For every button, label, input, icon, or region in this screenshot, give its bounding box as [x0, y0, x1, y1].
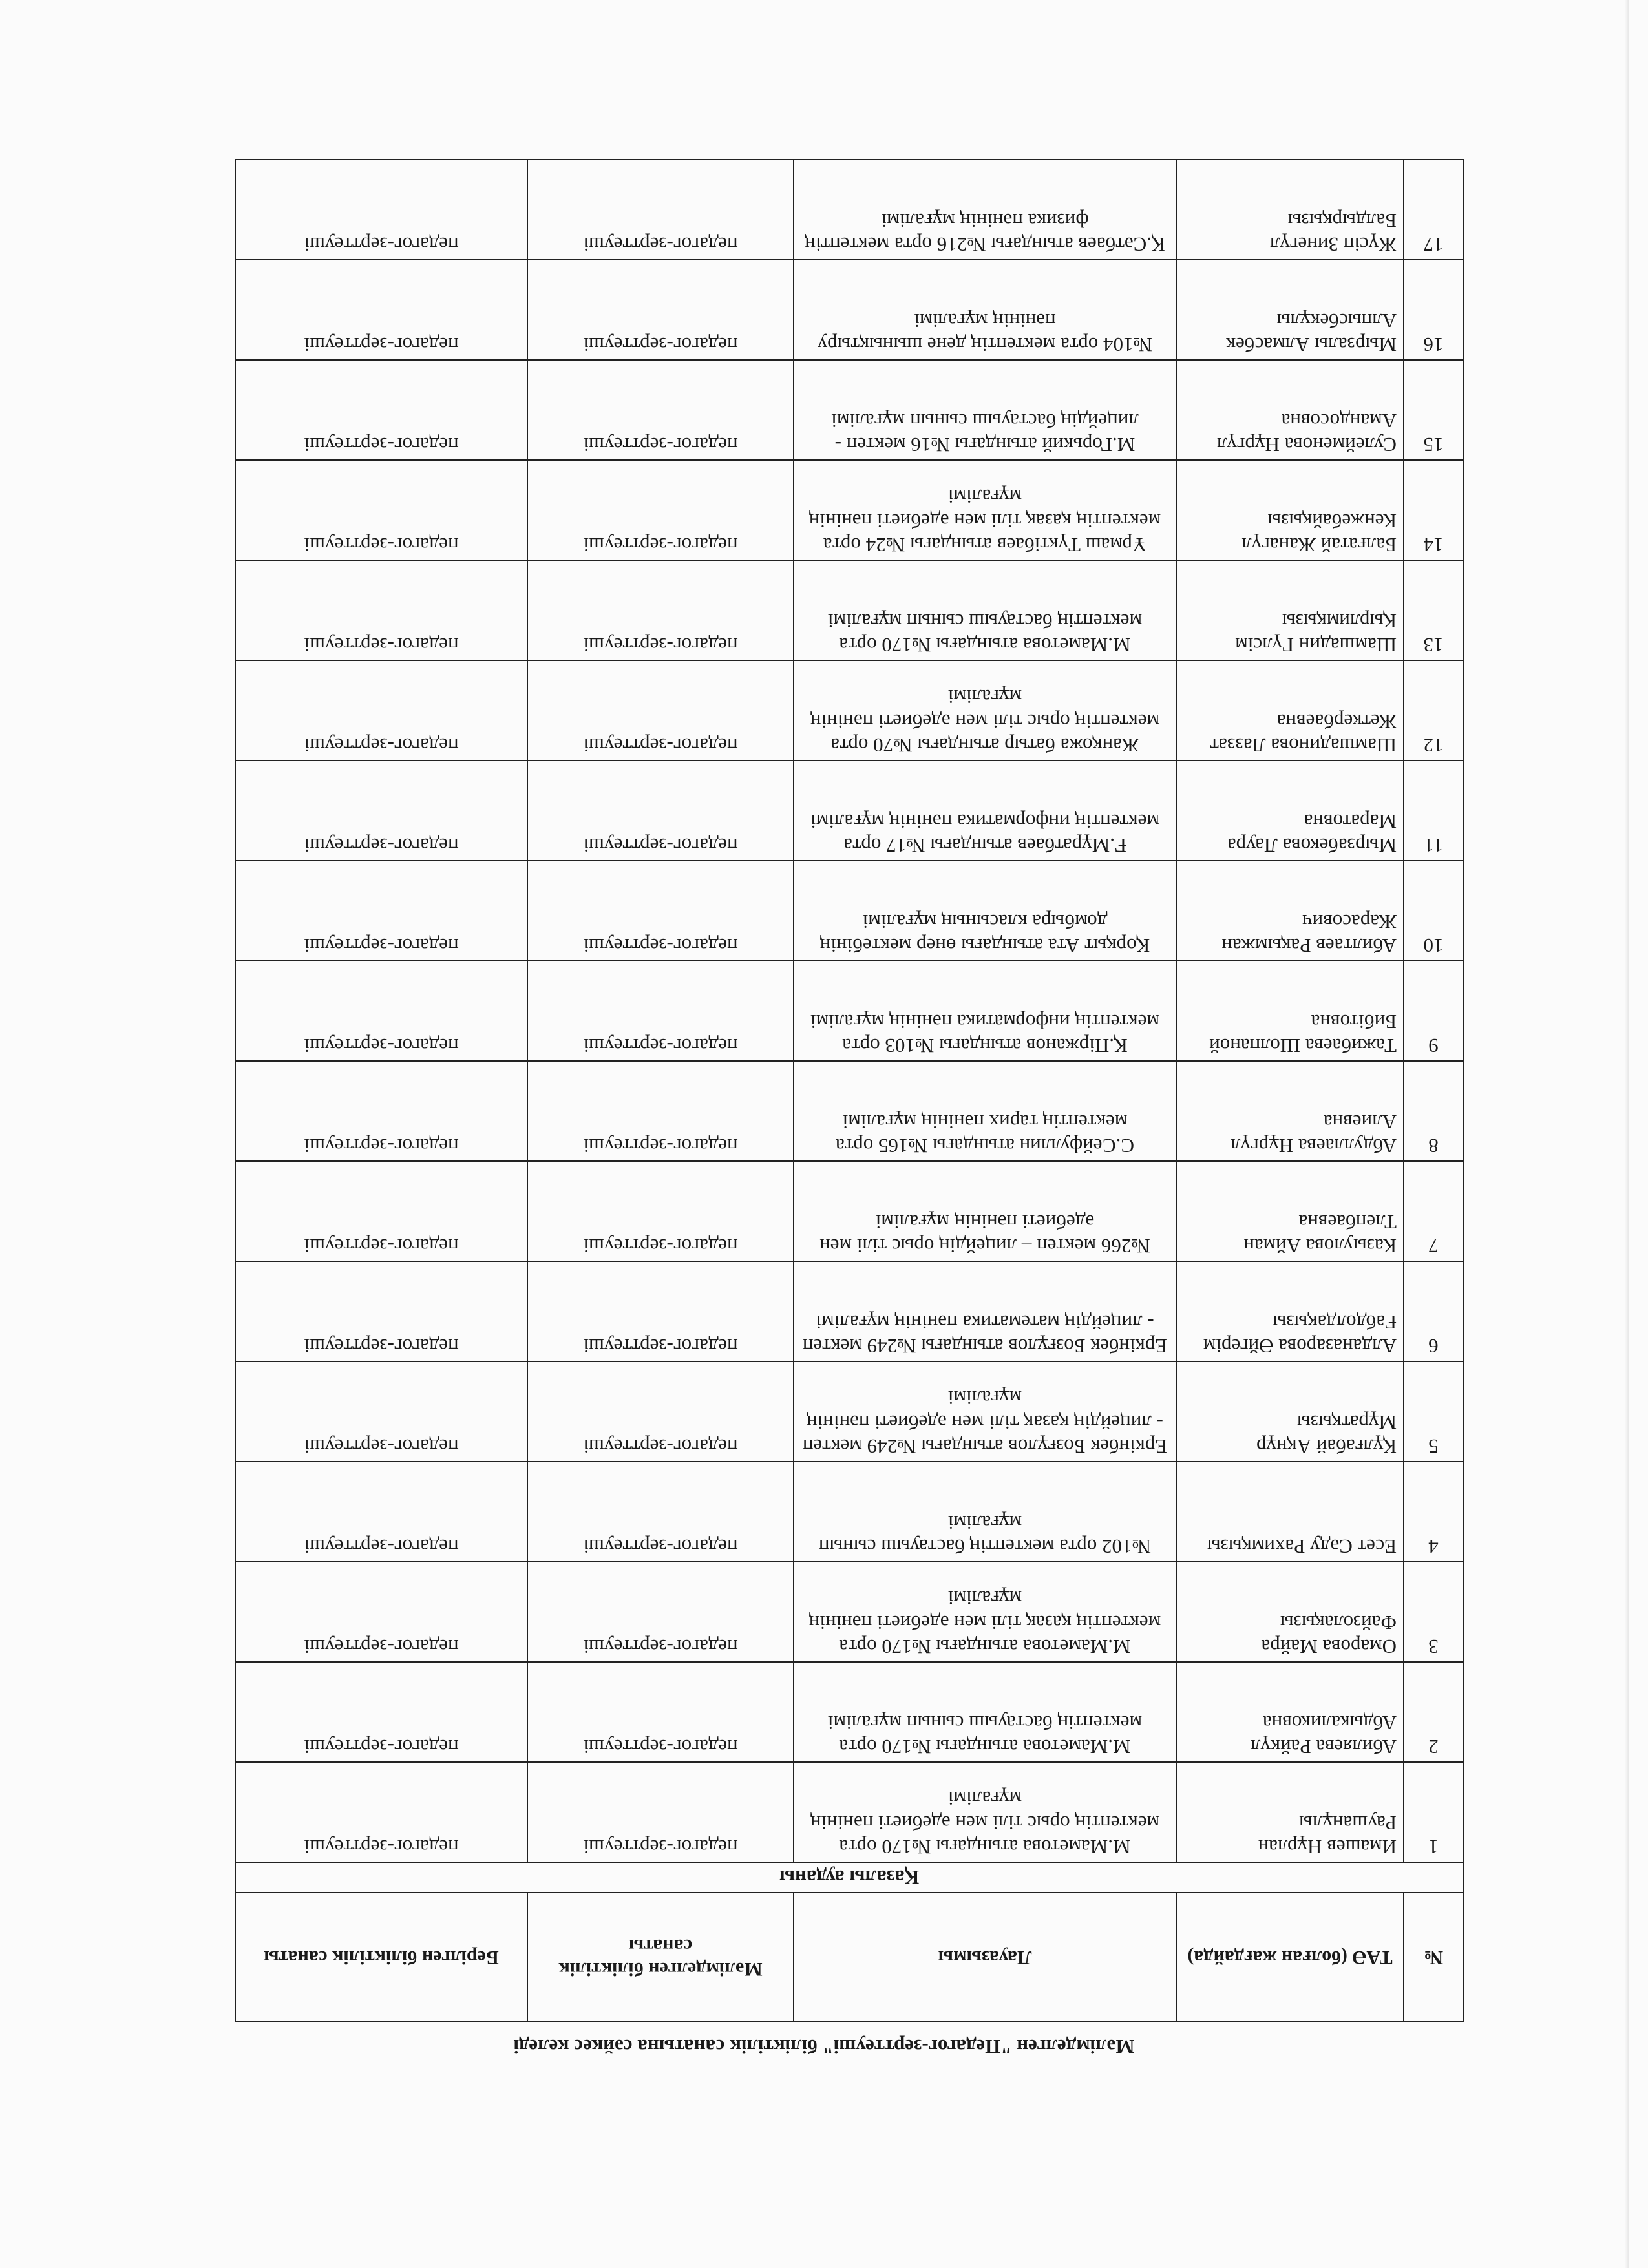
table-row: [235, 360, 1463, 460]
cell-claimed-category: педагог-зерттеуші: [527, 861, 794, 961]
cell-position: С.Сейфуллин атындағы №165 орта мектептің тарих пәнінің мұғалімі: [794, 1061, 1176, 1161]
table-row: [235, 1462, 1463, 1562]
certification-table: [235, 159, 1464, 2022]
cell-num: 3: [1404, 1562, 1463, 1662]
cell-position: Еркінбек Бозғұлов атындағы №249 мектеп - лицейдің математика пәнінің мұғалімі: [794, 1261, 1176, 1361]
cell-claimed-category: педагог-зерттеуші: [527, 1361, 794, 1462]
cell-claimed-category: педагог-зерттеуші: [527, 360, 794, 460]
cell-position: Қ.Сәтбаев атындағы №216 орта мектептің физика пәнінің мұғалімі: [794, 160, 1176, 260]
table-row: [235, 1762, 1463, 1862]
cell-name: Балғатай Жанагүл Кенжебайқызы: [1176, 460, 1404, 560]
cell-claimed-category: педагог-зерттеуші: [527, 1161, 794, 1261]
cell-num: 4: [1404, 1462, 1463, 1562]
cell-num: 6: [1404, 1261, 1463, 1361]
cell-position: Ғ.Мұратбаев атындағы №17 орта мектептің информатика пәнінің мұғалімі: [794, 761, 1176, 861]
header-num: №: [1404, 1893, 1463, 2022]
table-header-row: [235, 1893, 1463, 2022]
table-row: [235, 1562, 1463, 1662]
cell-claimed-category: педагог-зерттеуші: [527, 1061, 794, 1161]
header-claimed-category: Мәлімделген біліктілік санаты: [527, 1893, 794, 2022]
cell-claimed-category: педагог-зерттеуші: [527, 260, 794, 360]
cell-position: Еркінбек Бозғұлов атындағы №249 мектеп - лицейдің қазақ тілі мен әдебиеті пәнінің мұғалімі: [794, 1361, 1176, 1462]
cell-given-category: педагог-зерттеуші: [235, 1361, 527, 1462]
cell-given-category: педагог-зерттеуші: [235, 460, 527, 560]
cell-name: Мырзалы Алмасбек Алпысбекұлы: [1176, 260, 1404, 360]
cell-claimed-category: педагог-зерттеуші: [527, 560, 794, 660]
cell-given-category: педагог-зерттеуші: [235, 160, 527, 260]
cell-claimed-category: педагог-зерттеуші: [527, 1662, 794, 1762]
table-row: [235, 660, 1463, 761]
cell-claimed-category: педагог-зерттеуші: [527, 660, 794, 761]
cell-num: 13: [1404, 560, 1463, 660]
cell-name: Казыулова Айман Тлепбаевна: [1176, 1161, 1404, 1261]
cell-given-category: педагог-зерттеуші: [235, 360, 527, 460]
cell-num: 10: [1404, 861, 1463, 961]
cell-position: Қорқыт Ата атындағы өнер мектебінің домбыра класының мұғалімі: [794, 861, 1176, 961]
cell-position: Ұрмаш Түктібаев атындағы №24 орта мектептің қазақ тілі мен әдебиеті пәнінің мұғалімі: [794, 460, 1176, 560]
cell-position: М.Маметова атындағы №170 орта мектептің бастауыш сынып мұғалімі: [794, 560, 1176, 660]
cell-given-category: педагог-зерттеуші: [235, 1261, 527, 1361]
header-name: ТАӘ (болған жағдайда): [1176, 1893, 1404, 2022]
table-row: [235, 460, 1463, 560]
table-row: [235, 1361, 1463, 1462]
cell-position: М.Горький атындағы №16 мектеп - лицейдің бастауыш сынып мұғалімі: [794, 360, 1176, 460]
cell-claimed-category: педагог-зерттеуші: [527, 1261, 794, 1361]
cell-position: №104 орта мектептің дене шынықтыру пәнінің мұғалімі: [794, 260, 1176, 360]
table-body: [235, 160, 1463, 1893]
cell-position: М.Маметова атындағы №170 орта мектептің қазақ тілі мен әдебиеті пәнінің мұғалімі: [794, 1562, 1176, 1662]
table-row: [235, 861, 1463, 961]
cell-position: М.Маметова атындағы №170 орта мектептің бастауыш сынып мұғалімі: [794, 1662, 1176, 1762]
cell-name: Тажибаева Шолпаной Бибітовна: [1176, 961, 1404, 1061]
cell-name: Омарова Майра Файзолақызы: [1176, 1562, 1404, 1662]
cell-given-category: педагог-зерттеуші: [235, 961, 527, 1061]
cell-given-category: педагог-зерттеуші: [235, 1662, 527, 1762]
table-row: [235, 1061, 1463, 1161]
cell-position: Қ.Піржанов атындағы №103 орта мектептің информатика пәнінің мұғалімі: [794, 961, 1176, 1061]
table-row: [235, 560, 1463, 660]
cell-claimed-category: педагог-зерттеуші: [527, 1562, 794, 1662]
table-row: [235, 160, 1463, 260]
table-row: [235, 1261, 1463, 1361]
district-row: [235, 1862, 1463, 1893]
cell-name: Абдуллаева Нұргүл Алиевна: [1176, 1061, 1404, 1161]
cell-given-category: педагог-зерттеуші: [235, 1462, 527, 1562]
cell-given-category: педагог-зерттеуші: [235, 861, 527, 961]
cell-name: Абилтаев Рақымжан Жарасович: [1176, 861, 1404, 961]
cell-given-category: педагог-зерттеуші: [235, 1061, 527, 1161]
cell-name: Есет Сәду Рахимқызы: [1176, 1462, 1404, 1562]
document-title: Мәлімделген "Педагог-зерттеуші" біліктілік санатына сәйкес келеді: [513, 2035, 1135, 2058]
table-row: [235, 1662, 1463, 1762]
cell-name: Имашев Нұрлан Раушанұлы: [1176, 1762, 1404, 1862]
cell-num: 11: [1404, 761, 1463, 861]
cell-name: Сулейменова Нұргүл Амандосовна: [1176, 360, 1404, 460]
cell-num: 5: [1404, 1361, 1463, 1462]
district-name: Қазалы ауданы: [235, 1862, 1463, 1893]
cell-claimed-category: педагог-зерттеуші: [527, 761, 794, 861]
cell-name: Алданазарова Әйгерім Ғабдолдақызы: [1176, 1261, 1404, 1361]
cell-num: 15: [1404, 360, 1463, 460]
cell-name: Шамшадин Гүлсім Қырлимқызы: [1176, 560, 1404, 660]
cell-position: Жанқожа батыр атындағы №70 орта мектептің орыс тілі мен әдебиеті пәнінің мұғалімі: [794, 660, 1176, 761]
table-row: [235, 1161, 1463, 1261]
table-row: [235, 961, 1463, 1061]
table-row: [235, 761, 1463, 861]
cell-claimed-category: педагог-зерттеуші: [527, 1462, 794, 1562]
cell-num: 9: [1404, 961, 1463, 1061]
cell-num: 8: [1404, 1061, 1463, 1161]
cell-name: Абиляева Райкүл Абдыкаликовна: [1176, 1662, 1404, 1762]
cell-claimed-category: педагог-зерттеуші: [527, 961, 794, 1061]
cell-num: 17: [1404, 160, 1463, 260]
cell-claimed-category: педагог-зерттеуші: [527, 460, 794, 560]
cell-given-category: педагог-зерттеуші: [235, 660, 527, 761]
cell-num: 12: [1404, 660, 1463, 761]
cell-claimed-category: педагог-зерттеуші: [527, 160, 794, 260]
cell-num: 16: [1404, 260, 1463, 360]
cell-claimed-category: педагог-зерттеуші: [527, 1762, 794, 1862]
cell-name: Мырзабекова Лаура Маратовна: [1176, 761, 1404, 861]
cell-num: 14: [1404, 460, 1463, 560]
cell-num: 2: [1404, 1662, 1463, 1762]
cell-given-category: педагог-зерттеуші: [235, 260, 527, 360]
cell-name: Шамшадинова Лаззат Жеткербаевна: [1176, 660, 1404, 761]
cell-given-category: педагог-зерттеуші: [235, 560, 527, 660]
cell-name: Құлғабай Ақнұр Мұратқызы: [1176, 1361, 1404, 1462]
cell-given-category: педагог-зерттеуші: [235, 1562, 527, 1662]
cell-name: Жүсіп Зинегүл Балдырқызы: [1176, 160, 1404, 260]
cell-given-category: педагог-зерттеуші: [235, 761, 527, 861]
cell-position: №102 орта мектептің бастауыш сынып мұғалімі: [794, 1462, 1176, 1562]
cell-position: №266 мектеп – лицейдің орыс тілі мен әдебиеті пәнінің мұғалімі: [794, 1161, 1176, 1261]
header-given-category: Берілген біліктілік санаты: [235, 1893, 527, 2022]
cell-num: 1: [1404, 1762, 1463, 1862]
table-row: [235, 260, 1463, 360]
cell-position: М.Маметова атындағы №170 орта мектептің орыс тілі мен әдебиеті пәнінің мұғалімі: [794, 1762, 1176, 1862]
cell-given-category: педагог-зерттеуші: [235, 1762, 527, 1862]
header-position: Лауазымы: [794, 1893, 1176, 2022]
cell-num: 7: [1404, 1161, 1463, 1261]
cell-given-category: педагог-зерттеуші: [235, 1161, 527, 1261]
